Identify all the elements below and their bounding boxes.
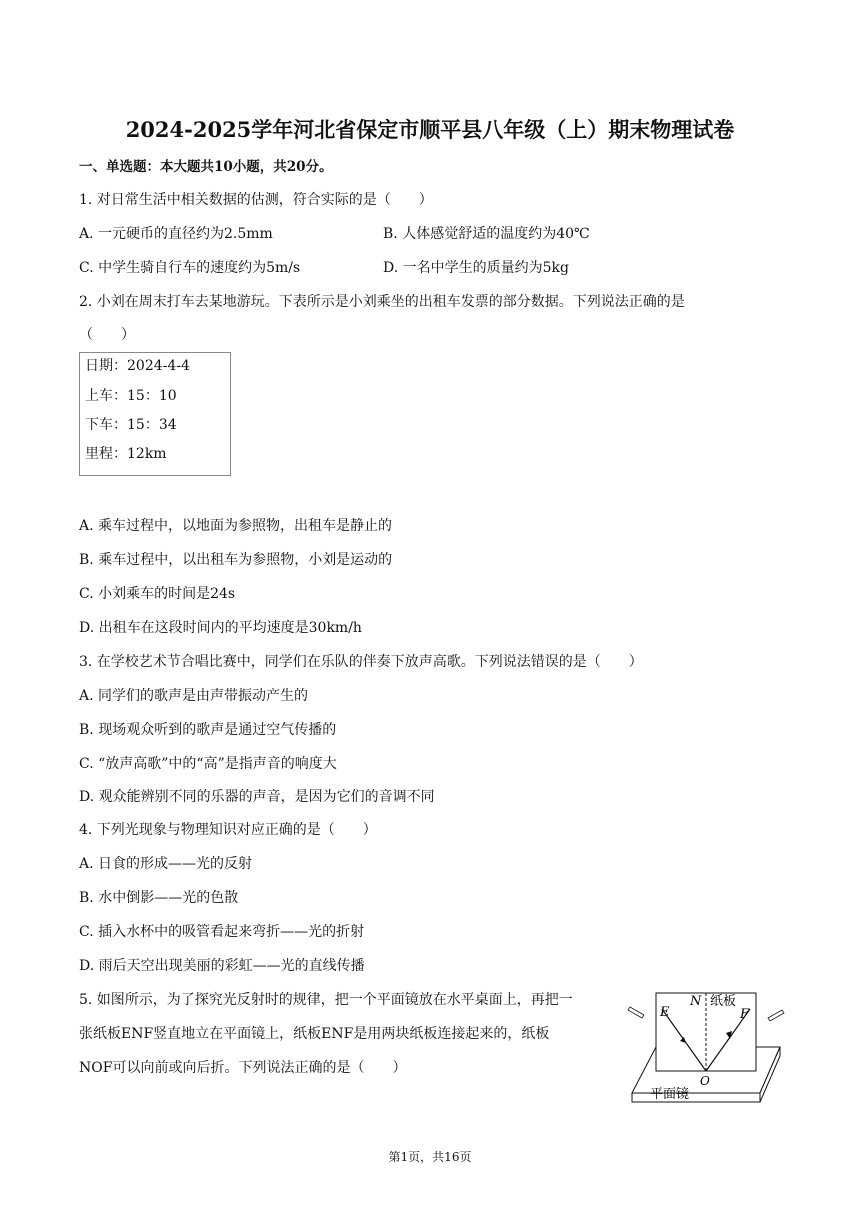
receipt-alighting: 下车：15：34 bbox=[85, 417, 177, 433]
q3-option-c: C. “放声高歌”中的“高”是指声音的响度大 bbox=[79, 756, 337, 772]
section-heading: 一、单选题：本大题共10小题，共20分。 bbox=[79, 159, 333, 175]
page-title: 2024-2025学年河北省保定市顺平县八年级（上）期末物理试卷 bbox=[125, 117, 735, 142]
q3-option-d: D. 观众能辨别不同的乐器的声音，是因为它们的音调不同 bbox=[79, 789, 435, 805]
q1-option-d: D. 一名中学生的质量约为5kg bbox=[383, 260, 569, 276]
label-mirror: 平面镜 bbox=[650, 1087, 690, 1102]
label-n: N bbox=[690, 994, 702, 1009]
label-e: E bbox=[660, 1005, 670, 1020]
receipt-date: 日期：2024-4-4 bbox=[85, 358, 190, 374]
q3-option-b: B. 现场观众听到的歌声是通过空气传播的 bbox=[79, 722, 337, 738]
q2-option-a: A. 乘车过程中，以地面为参照物，出租车是静止的 bbox=[79, 518, 393, 534]
page-footer: 第1页，共16页 bbox=[388, 1150, 472, 1164]
q1-option-b: B. 人体感觉舒适的温度约为40℃ bbox=[383, 226, 590, 242]
reflection-figure bbox=[620, 985, 790, 1115]
q2-option-d: D. 出租车在这段时间内的平均速度是30km/h bbox=[79, 620, 362, 636]
q1-option-a: A. 一元硬币的直径约为2.5mm bbox=[79, 226, 273, 242]
label-f: F bbox=[740, 1007, 750, 1022]
receipt-boarding: 上车：15：10 bbox=[85, 388, 177, 404]
q1-stem: 1. 对日常生活中相关数据的估测，符合实际的是（ ） bbox=[79, 192, 433, 208]
q4-option-c: C. 插入水杯中的吸管看起来弯折——光的折射 bbox=[79, 924, 365, 940]
label-paper: 纸板 bbox=[710, 994, 737, 1009]
q5-line3: NOF可以向前或向后折。下列说法正确的是（ ） bbox=[79, 1060, 407, 1076]
taxi-receipt bbox=[79, 352, 231, 476]
q5-line1: 5. 如图所示，为了探究光反射时的规律，把一个平面镜放在水平桌面上，再把一 bbox=[79, 992, 573, 1008]
q5-line2: 张纸板ENF竖直地立在平面镜上，纸板ENF是用两块纸板连接起来的，纸板 bbox=[79, 1026, 550, 1042]
q2-stem-line1: 2. 小刘在周末打车去某地游玩。下表所示是小刘乘坐的出租车发票的部分数据。下列说法正确的是 bbox=[79, 294, 685, 310]
q2-option-c: C. 小刘乘车的时间是24s bbox=[79, 586, 236, 602]
q3-option-a: A. 同学们的歌声是由声带振动产生的 bbox=[79, 688, 309, 704]
q4-option-d: D. 雨后天空出现美丽的彩虹——光的直线传播 bbox=[79, 958, 365, 974]
laser-pen-right-icon bbox=[768, 1010, 784, 1021]
q4-option-b: B. 水中倒影——光的色散 bbox=[79, 890, 239, 906]
q4-stem: 4. 下列光现象与物理知识对应正确的是（ ） bbox=[79, 822, 377, 838]
q4-option-a: A. 日食的形成——光的反射 bbox=[79, 856, 253, 872]
q3-stem: 3. 在学校艺术节合唱比赛中，同学们在乐队的伴奏下放声高歌。下列说法错误的是（ ） bbox=[79, 654, 643, 670]
q2-option-b: B. 乘车过程中，以出租车为参照物，小刘是运动的 bbox=[79, 552, 393, 568]
q1-option-c: C. 中学生骑自行车的速度约为5m/s bbox=[79, 260, 301, 276]
label-o: O bbox=[700, 1074, 710, 1088]
laser-pen-left-icon bbox=[628, 1007, 644, 1018]
q2-stem-line2: （ ） bbox=[79, 327, 135, 343]
receipt-mileage: 里程：12km bbox=[85, 446, 167, 462]
